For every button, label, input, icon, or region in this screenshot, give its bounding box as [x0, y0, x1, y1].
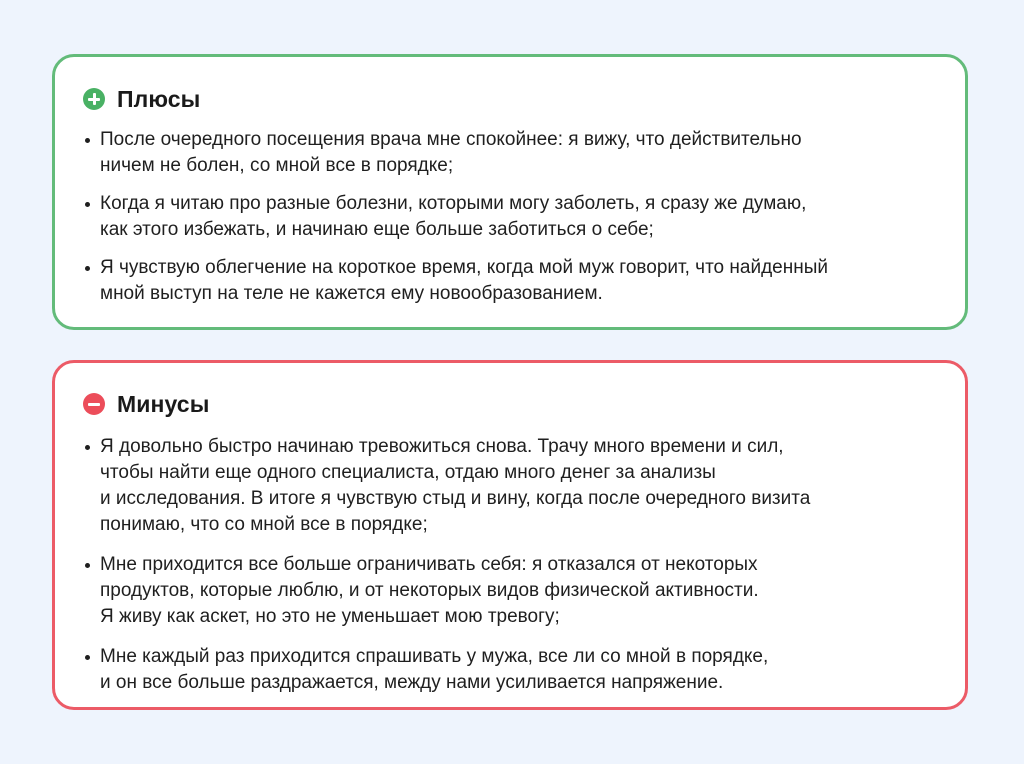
minus-circle-icon [83, 393, 105, 415]
cons-title: Минусы [117, 390, 210, 417]
bullet-icon [85, 563, 90, 568]
plus-circle-icon [83, 88, 105, 110]
bullet-icon [85, 266, 90, 271]
cons-card [52, 360, 968, 710]
list-item-text: как этого избежать, и начинаю еще больше заботиться о себе; [100, 219, 654, 240]
list-item-text: Мне каждый раз приходится спрашивать у мужа, все ли со мной в порядке, [100, 646, 769, 667]
list-item-text: понимаю, что со мной все в порядке; [100, 514, 428, 535]
list-item-text: чтобы найти еще одного специалиста, отдаю много денег за анализы [100, 462, 716, 483]
cons-header [83, 388, 925, 420]
bullet-icon [85, 202, 90, 207]
list-item-text: мной выступ на теле не кажется ему новообразованием. [100, 283, 603, 304]
list-item-text: продуктов, которые люблю, и от некоторых видов физической активности. [100, 580, 759, 601]
list-item-text: Когда я читаю про разные болезни, которыми могу заболеть, я сразу же думаю, [100, 193, 807, 214]
list-item [83, 552, 925, 630]
list-item-text: Я довольно быстро начинаю тревожиться снова. Трачу много времени и сил, [100, 436, 784, 457]
list-item [83, 127, 925, 179]
cons-list [83, 434, 925, 696]
bullet-icon [85, 138, 90, 143]
bullet-icon [85, 655, 90, 660]
list-item [83, 644, 925, 696]
bullet-icon [85, 445, 90, 450]
list-item-text: Я чувствую облегчение на короткое время, когда мой муж говорит, что найденный [100, 257, 828, 278]
list-item-text: Я живу как аскет, но это не уменьшает мою тревогу; [100, 606, 560, 627]
pros-list [83, 127, 925, 307]
list-item [83, 191, 925, 243]
list-item [83, 434, 925, 538]
list-item-text: и исследования. В итоге я чувствую стыд и вину, когда после очередного визита [100, 488, 811, 509]
list-item-text: и он все больше раздражается, между нами усиливается напряжение. [100, 672, 724, 693]
pros-title: Плюсы [117, 85, 201, 112]
list-item [83, 255, 925, 307]
list-item-text: Мне приходится все больше ограничивать себя: я отказался от некоторых [100, 554, 758, 575]
pros-card [52, 54, 968, 330]
pros-header [83, 83, 925, 115]
list-item-text: После очередного посещения врача мне спокойнее: я вижу, что действительно [100, 129, 802, 150]
list-item-text: ничем не болен, со мной все в порядке; [100, 155, 454, 176]
